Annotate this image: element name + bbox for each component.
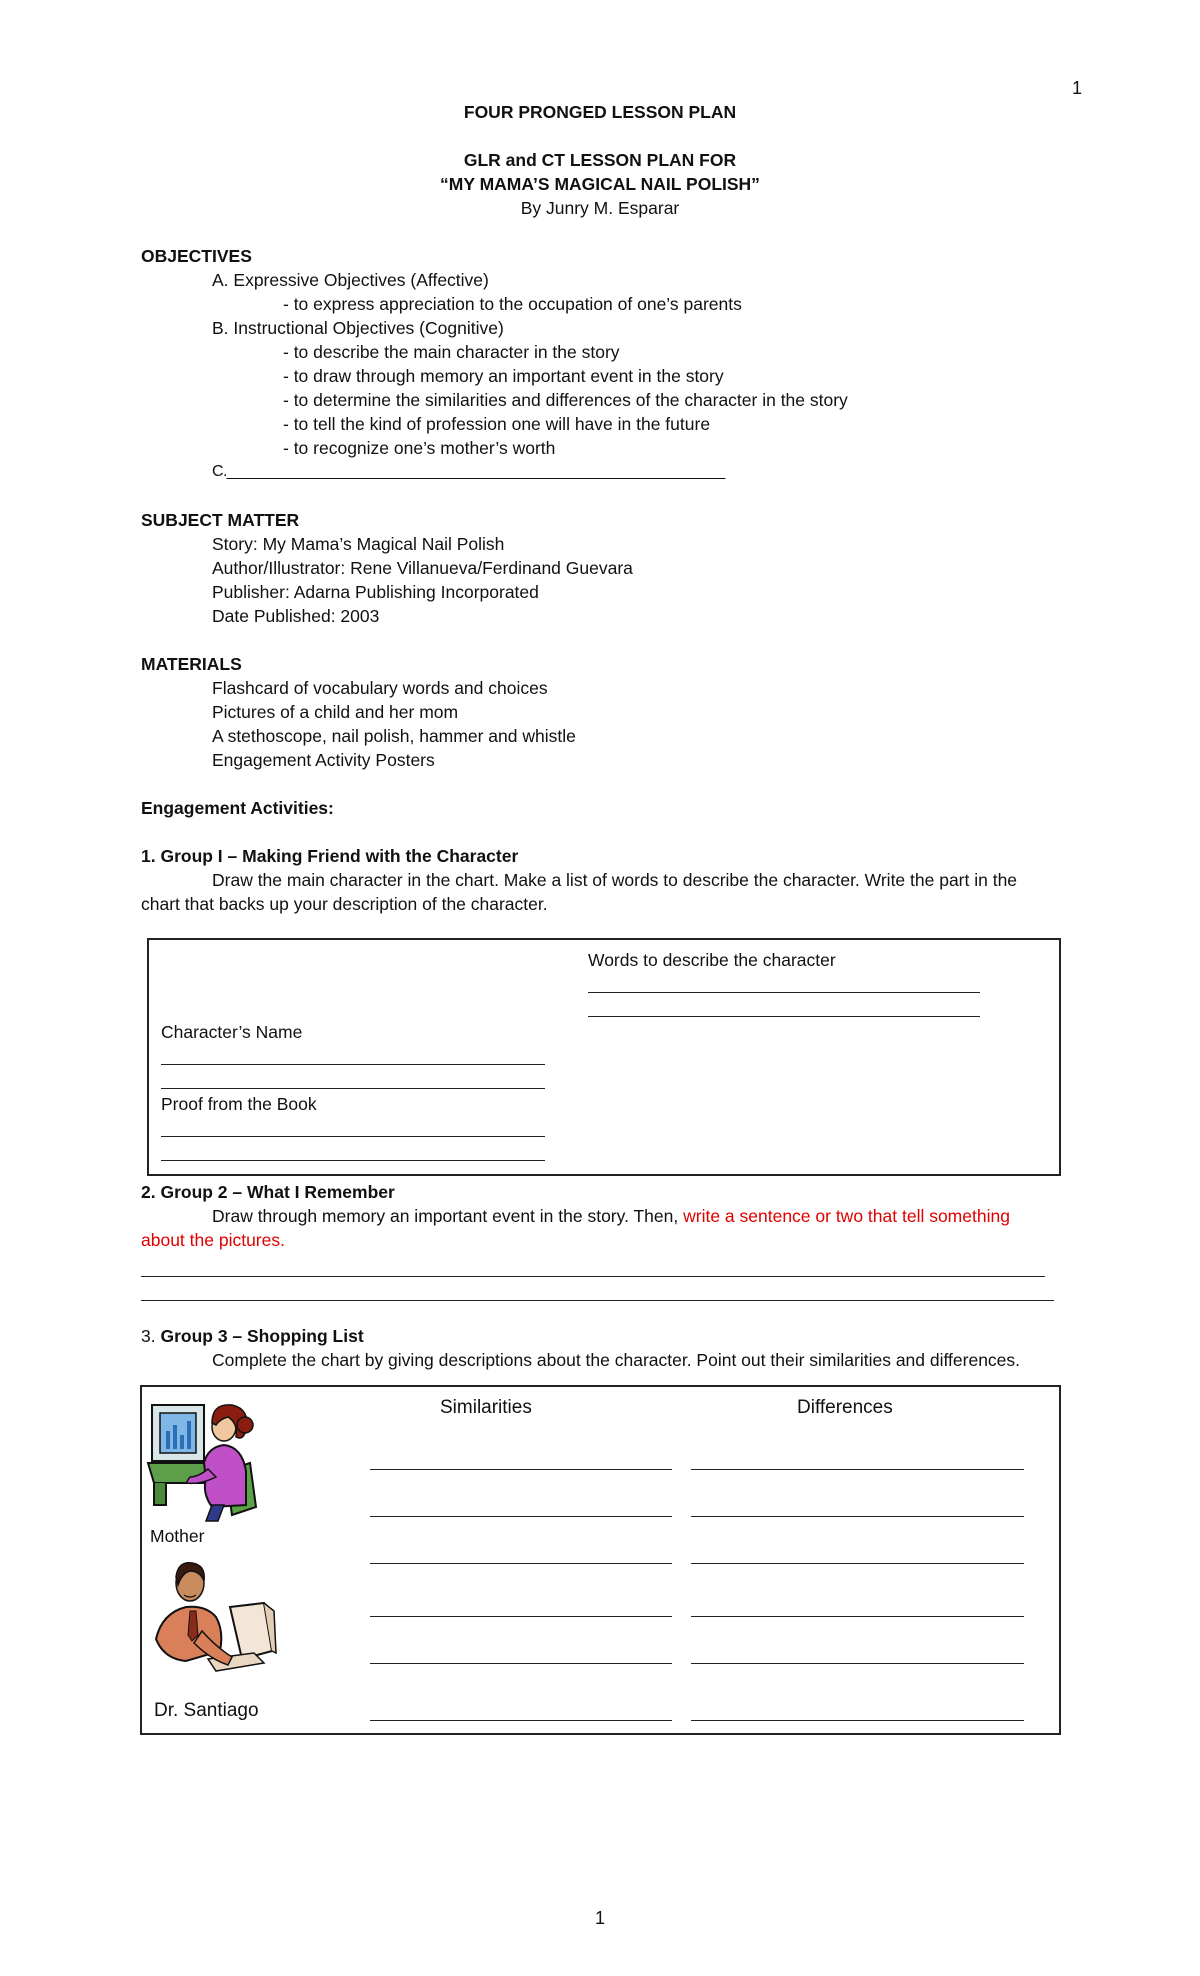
engagement-heading: Engagement Activities:	[141, 798, 334, 818]
page-number-bottom: 1	[594, 1908, 605, 1928]
mother-label: Mother	[150, 1526, 205, 1546]
objective-b-item: - to draw through memory an important event in the story	[283, 366, 724, 386]
lesson-plan-subtitle: GLR and CT LESSON PLAN FOR	[463, 150, 737, 170]
group1-instruction: Draw the main character in the chart. Make a list of words to describe the character. Write the part in the	[212, 870, 1018, 890]
subject-matter-line: Author/Illustrator: Rene Villanueva/Ferdinand Guevara	[212, 558, 633, 578]
difference-line[interactable]	[691, 1663, 1024, 1664]
answer-line[interactable]	[161, 1136, 545, 1137]
objective-c-blank: C.____________________________________________________________	[212, 463, 725, 480]
page-number-top: 1	[1071, 78, 1082, 98]
group2-instruction-highlight: write a sentence or two that tell something	[683, 1206, 1010, 1226]
similarities-header: Similarities	[440, 1397, 532, 1418]
character-name-label: Character’s Name	[161, 1022, 303, 1042]
difference-line[interactable]	[691, 1720, 1024, 1721]
answer-line[interactable]	[141, 1276, 1045, 1277]
materials-line: Flashcard of vocabulary words and choices	[212, 678, 548, 698]
materials-line: Engagement Activity Posters	[212, 750, 435, 770]
doctor-label: Dr. Santiago	[154, 1700, 259, 1721]
group3-title-text: Group 3 – Shopping List	[160, 1326, 364, 1346]
difference-line[interactable]	[691, 1563, 1024, 1564]
answer-line[interactable]	[161, 1160, 545, 1161]
words-label: Words to describe the character	[588, 950, 836, 970]
difference-line[interactable]	[691, 1516, 1024, 1517]
subject-matter-line: Date Published: 2003	[212, 606, 380, 626]
similarity-line[interactable]	[370, 1663, 672, 1664]
difference-line[interactable]	[691, 1469, 1024, 1470]
answer-line[interactable]	[141, 1300, 1054, 1301]
group1-title: 1. Group I – Making Friend with the Character	[141, 846, 519, 866]
answer-line[interactable]	[588, 992, 980, 993]
similarity-line[interactable]	[370, 1563, 672, 1564]
byline: By Junry M. Esparar	[520, 198, 680, 218]
objective-b-item: - to determine the similarities and differences of the character in the story	[283, 390, 848, 410]
subject-matter-line: Story: My Mama’s Magical Nail Polish	[212, 534, 505, 554]
objective-b-item: - to tell the kind of profession one will have in the future	[283, 414, 711, 434]
group3-title	[141, 1324, 364, 1348]
materials-heading: MATERIALS	[141, 654, 242, 674]
similarity-line[interactable]	[370, 1720, 672, 1721]
similarity-line[interactable]	[370, 1469, 672, 1470]
story-title: “MY MAMA’S MAGICAL NAIL POLISH”	[440, 174, 760, 194]
doctor-at-computer-illustration	[146, 1555, 278, 1683]
group2-instruction	[212, 1204, 1010, 1228]
similarity-line[interactable]	[370, 1516, 672, 1517]
materials-line: A stethoscope, nail polish, hammer and whistle	[212, 726, 576, 746]
character-chart-box	[147, 938, 1061, 1176]
objective-a-label: A. Expressive Objectives (Affective)	[212, 270, 489, 290]
answer-line[interactable]	[161, 1088, 545, 1089]
page-title: FOUR PRONGED LESSON PLAN	[463, 102, 737, 122]
objectives-heading: OBJECTIVES	[141, 246, 252, 266]
answer-line[interactable]	[588, 1016, 980, 1017]
similarity-line[interactable]	[370, 1616, 672, 1617]
differences-header: Differences	[797, 1397, 893, 1418]
group3-number: 3.	[141, 1326, 161, 1346]
mother-at-computer-illustration	[146, 1397, 276, 1525]
difference-line[interactable]	[691, 1616, 1024, 1617]
answer-line[interactable]	[161, 1064, 545, 1065]
group1-instruction: chart that backs up your description of the character.	[141, 894, 548, 914]
comparison-chart-box	[140, 1385, 1061, 1735]
subject-matter-line: Publisher: Adarna Publishing Incorporated	[212, 582, 539, 602]
objective-b-item: - to recognize one’s mother’s worth	[283, 438, 556, 458]
group2-instruction-highlight: about the pictures.	[141, 1230, 285, 1250]
objective-b-label: B. Instructional Objectives (Cognitive)	[212, 318, 504, 338]
materials-line: Pictures of a child and her mom	[212, 702, 459, 722]
objective-a-item: - to express appreciation to the occupation of one’s parents	[283, 294, 742, 314]
group3-instruction: Complete the chart by giving descriptions about the character. Point out their similarities and differences.	[212, 1350, 1021, 1370]
objective-b-item: - to describe the main character in the story	[283, 342, 620, 362]
proof-label: Proof from the Book	[161, 1094, 317, 1114]
group2-title: 2. Group 2 – What I Remember	[141, 1182, 395, 1202]
group2-instruction-text: Draw through memory an important event in the story. Then,	[212, 1206, 684, 1226]
subject-matter-heading: SUBJECT MATTER	[141, 510, 300, 530]
